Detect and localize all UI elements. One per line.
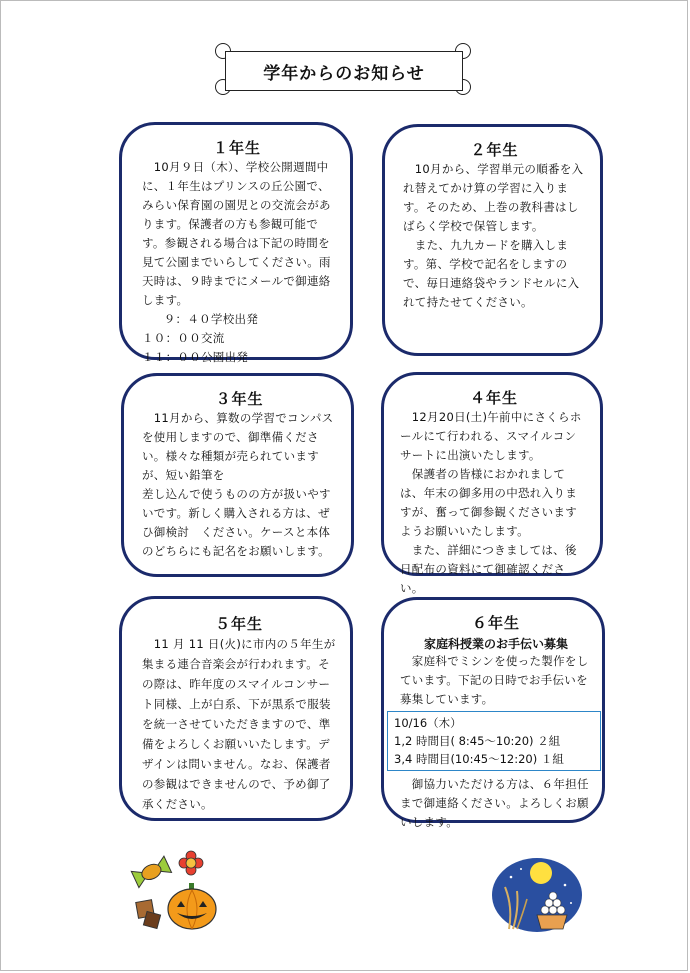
grade3-para1: 11月から、算数の学習でコンパスを使用しますので、御準備ください。様々な種類が売られていますが、短い鉛筆を xyxy=(142,411,334,482)
grade4-heading: ４年生 xyxy=(469,389,518,407)
grade6-box-slot2: 3,4 時間目(10:45～12:20) １組 xyxy=(394,752,564,766)
grade4-card xyxy=(381,372,603,595)
grade3-para2: 差し込んで使うものの方が扱いやすいです。新しく購入される方は、ぜひ御検討 ください。ケースと本体のどちらにも記名をお願いします。 xyxy=(142,487,331,558)
grade6-box-slot1: 1,2 時間目( 8:45～10:20) ２組 xyxy=(394,734,561,748)
grade2-para1: 10月から、学習単元の順番を入れ替えてかけ算の学習に入ります。そのため、上巻の教科書はしばらく学校で保管します。 xyxy=(403,162,584,233)
halloween-candy-pumpkin-icon xyxy=(129,849,224,934)
grade2-heading: ２年生 xyxy=(470,141,519,159)
grade1-card xyxy=(119,122,353,364)
grade5-para1: 11 月 11 日(火)に市内の５年生が集まる連合音楽会が行われます。その際は、昨年度のスマイルコンサート同様、上が白系、下が黒系で服装を統一させていただきますので、準備をよろしくお願いいたします。デザインは問いません。なお、保護者の参観はできませんので、予め御了承ください。 xyxy=(142,637,336,811)
title-banner xyxy=(215,43,471,95)
grade5-card xyxy=(119,596,353,821)
grade1-schedule-2: １０：００交流 xyxy=(142,331,225,345)
grade4-para3: また、詳細につきましては、後日配布の資料にて御確認ください。 xyxy=(400,543,577,595)
grade1-schedule-3: １１：００公園出発 xyxy=(142,350,249,364)
grade6-para1: 家庭科でミシンを使った製作をしています。下記の日時でお手伝いを募集しています。 xyxy=(400,654,589,706)
grade6-heading: ６年生 xyxy=(471,614,520,632)
grade3-card xyxy=(121,373,354,577)
grade4-para1: 12月20日(土)午前中にさくらホールにて行われる、スマイルコンサートに出演いたします。 xyxy=(400,410,582,462)
grade6-para2: 御協力いただける方は、６年担任まで御連絡ください。よろしくお願いします。 xyxy=(400,777,589,829)
grade5-heading: ５年生 xyxy=(214,615,263,633)
grade6-subtitle: 家庭科授業のお手伝い募集 xyxy=(423,637,568,651)
title-box xyxy=(225,51,463,91)
grade6-schedule-box xyxy=(387,711,601,771)
grade3-heading: ３年生 xyxy=(215,390,264,408)
grade1-heading: １年生 xyxy=(212,139,261,157)
grade4-para2: 保護者の皆様におかれましては、年末の御多用の中恐れ入りますが、奮って御参観くださいますようお願いいたします。 xyxy=(400,467,577,538)
grade2-para2: また、九九カードを購入します。第、学校で記名をしますので、毎日連絡袋やランドセルに入れて持たせてください。 xyxy=(403,238,580,309)
grade1-schedule-1: ９：４０学校出発 xyxy=(148,312,259,326)
page-title: 学年からのお知らせ xyxy=(263,63,425,84)
grade6-card xyxy=(381,597,605,829)
moon-viewing-dango-icon xyxy=(491,857,583,933)
grade2-card xyxy=(382,124,603,356)
grade1-text: 10月９日（木）、学校公開週間中に、１年生はプリンスの丘公園で、みらい保育園の園児との交流会があります。保護者の方も参観可能です。参観される場合は下記の時間を見て公園までいらしてください。雨天時は、９時までにメールで御連絡します。 xyxy=(142,160,331,307)
grade6-box-date: 10/16（木） xyxy=(394,716,462,730)
